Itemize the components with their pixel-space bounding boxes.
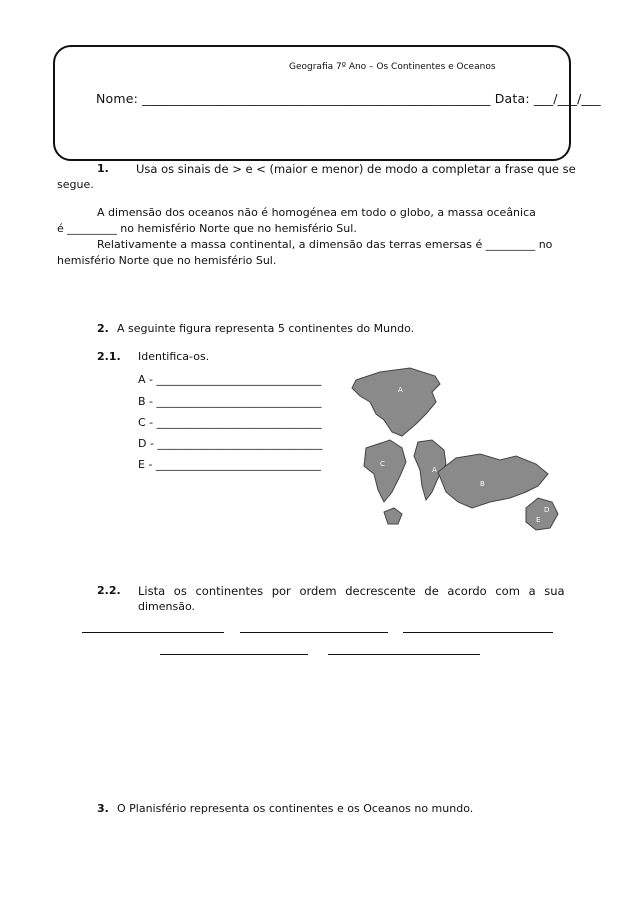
answer-line-3[interactable] (403, 632, 553, 633)
map-label-c: C (380, 460, 385, 468)
australia-shape (526, 498, 558, 530)
map-label-e: E (536, 516, 541, 524)
map-label-b: B (480, 480, 485, 488)
subject-title: Geografia 7º Ano – Os Continentes e Oceanos (289, 62, 496, 72)
answer-line-4[interactable] (160, 654, 308, 655)
option-d: D - ______________________________ (138, 437, 323, 450)
map-label-a: A (398, 386, 403, 394)
q2-1-number: 2.1. (97, 350, 121, 363)
option-b: B - ______________________________ (138, 395, 322, 408)
antarctica-shape (384, 508, 402, 524)
q1-number: 1. (97, 162, 109, 175)
q2-number: 2. (97, 322, 109, 335)
q1-line-4: hemisfério Norte que no hemisfério Sul. (57, 254, 277, 267)
q1-prompt-cont: segue. (57, 178, 94, 191)
q1-line-3: Relativamente a massa continental, a dimensão das terras emersas é _________ no (97, 238, 553, 251)
option-c: C - ______________________________ (138, 416, 322, 429)
answer-line-5[interactable] (328, 654, 480, 655)
q1-line-1: A dimensão dos oceanos não é homogénea em todo o globo, a massa oceânica (97, 206, 536, 219)
answer-line-2[interactable] (240, 632, 388, 633)
name-date-line: Nome: ______________________________________________________ Data: ___/___/___ (96, 91, 601, 106)
answer-line-1[interactable] (82, 632, 224, 633)
map-label-d: D (544, 506, 550, 514)
option-e: E - ______________________________ (138, 458, 321, 471)
africa-shape (364, 440, 406, 502)
q3-number: 3. (97, 802, 109, 815)
q2-1-text: Identifica-os. (138, 350, 210, 363)
q3-text: O Planisfério representa os continentes e os Oceanos no mundo. (117, 802, 474, 815)
q2-text: A seguinte figura representa 5 continentes do Mundo. (117, 322, 415, 335)
eurasia-shape (438, 454, 548, 508)
q2-2-text: Lista os continentes por ordem decrescente de acordo com a sua (138, 584, 565, 598)
q2-2-text-cont: dimensão. (138, 600, 195, 613)
continents-map (340, 362, 570, 538)
q1-prompt: Usa os sinais de > e < (maior e menor) de modo a completar a frase que se (136, 162, 576, 176)
option-a: A - ______________________________ (138, 373, 322, 386)
q1-line-2: é _________ no hemisfério Norte que no hemisfério Sul. (57, 222, 357, 235)
map-label-a-south: A (432, 466, 437, 474)
q2-2-number: 2.2. (97, 584, 121, 597)
north-america-shape (352, 368, 440, 436)
